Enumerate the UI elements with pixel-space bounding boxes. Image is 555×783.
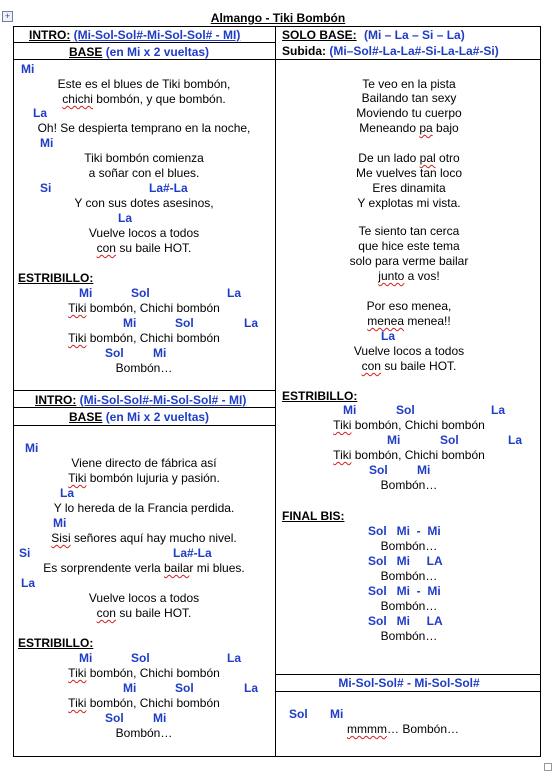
page-title: Almango - Tiki Bombón — [210, 11, 346, 25]
divider — [13, 407, 275, 408]
lyric-line: con su baile HOT. — [96, 606, 192, 620]
chord-label: Si — [40, 181, 52, 195]
divider — [275, 674, 541, 675]
subida-chords: (Mi–Sol#-La-La#-Si-La-La#-Si) — [329, 44, 499, 58]
subida-header — [282, 44, 499, 58]
chord-label: Mi — [21, 62, 35, 76]
lyric-line: Te veo en la pista — [362, 77, 456, 91]
base-label: BASE — [69, 410, 103, 424]
chord-row: Sol Mi LA — [368, 614, 443, 628]
table-middle-divider — [275, 26, 276, 757]
intro-label: INTRO: — [29, 28, 71, 42]
table-bottom-border — [13, 756, 541, 757]
chord-label: La — [244, 316, 259, 330]
lyric-line: Sisi señores aquí hay mucho nivel. — [51, 531, 237, 545]
chord-row: Sol Mi - Mi — [368, 584, 441, 598]
base-detail: (en Mi x 2 vueltas) — [105, 410, 210, 424]
table-resize-handle[interactable] — [544, 763, 552, 771]
solo-base-label: SOLO BASE: — [282, 28, 357, 42]
chord-label: La — [60, 486, 75, 500]
lyric-line: Oh! Se despierta temprano en la noche, — [37, 121, 251, 135]
lyric-line: Vuelve locos a todos — [353, 344, 465, 358]
solo-base-header — [282, 28, 465, 42]
solo-base-chords: (Mi – La – Si – La) — [364, 28, 465, 42]
lyric-line: Vuelve locos a todos — [88, 226, 200, 240]
base-header — [69, 45, 209, 59]
lyric-line: Tiki bombón, Chichi bombón — [333, 418, 485, 432]
outro-header: Mi-Sol-Sol# - Mi-Sol-Sol# — [338, 676, 480, 690]
base-header — [69, 410, 209, 424]
lyric-line: Este es el blues de Tiki bombón, — [57, 77, 231, 91]
chord-label: La#-La — [173, 546, 212, 560]
divider — [275, 59, 541, 60]
chord-label: La — [491, 403, 506, 417]
lyric-line: Vuelve locos a todos — [88, 591, 200, 605]
intro-label: INTRO: — [35, 393, 77, 407]
lyric-line: Te siento tan cerca — [358, 224, 460, 238]
chord-label: La — [508, 433, 523, 447]
divider — [13, 425, 275, 426]
lyric-line: Moviendo tu cuerpo — [356, 106, 462, 120]
chord-label: Sol — [175, 316, 194, 330]
lyric-line: chichi bombón, y que bombón. — [62, 92, 226, 106]
chord-label: Sol — [369, 463, 388, 477]
lyric-line: menea menea!! — [367, 314, 451, 328]
lyric-line: Bombón… — [380, 629, 438, 643]
chord-label: Mi — [79, 286, 93, 300]
chord-label: Mi — [153, 711, 167, 725]
lyric-line: Meneando pa bajo — [359, 121, 459, 135]
lyric-line: mmmm… Bombón… — [347, 722, 460, 736]
chord-label: Mi — [53, 516, 67, 530]
chord-label: Mi — [330, 707, 344, 721]
lyric-line: Tiki bombón, Chichi bombón — [68, 301, 220, 315]
lyric-line: Bombón… — [380, 478, 438, 492]
chord-label: La — [227, 651, 242, 665]
chord-label: La#-La — [149, 181, 188, 195]
divider — [13, 42, 275, 43]
lyric-line: Tiki bombón comienza — [84, 151, 204, 165]
chord-label: Sol — [105, 346, 124, 360]
table-left-border — [13, 26, 14, 757]
chord-label: Mi — [40, 136, 54, 150]
chord-row: Sol Mi - Mi — [368, 524, 441, 538]
chord-label: La — [244, 681, 259, 695]
lyric-line: De un lado pal otro — [358, 151, 460, 165]
chord-label: Mi — [123, 681, 137, 695]
chord-label: Mi — [343, 403, 357, 417]
intro-header — [29, 28, 240, 42]
chord-label: Mi — [25, 441, 39, 455]
lyric-line: Bombón… — [380, 539, 438, 553]
lyric-line: junto a vos! — [378, 269, 440, 283]
lyric-line: Bailando tan sexy — [361, 91, 457, 105]
section-label: ESTRIBILLO: — [282, 389, 358, 403]
lyric-line: Y lo hereda de la Francia perdida. — [53, 501, 235, 515]
chord-label: La — [381, 329, 396, 343]
intro-header — [35, 393, 246, 407]
lyric-line: Bombón… — [380, 569, 438, 583]
subida-label: Subida: — [282, 44, 326, 58]
chord-label: Mi — [153, 346, 167, 360]
intro-chords: (Mi-Sol-Sol#-Mi-Sol-Sol# - MI) — [79, 393, 247, 407]
lyric-line: a soñar con el blues. — [88, 166, 200, 180]
section-label: ESTRIBILLO: — [18, 636, 94, 650]
chord-label: Si — [19, 546, 31, 560]
lyric-line: solo para verme bailar — [349, 254, 469, 268]
lyric-line: Y con sus dotes asesinos, — [74, 196, 214, 210]
divider — [275, 691, 541, 692]
lyric-line: Viene directo de fábrica así — [71, 456, 217, 470]
divider — [13, 59, 275, 60]
lyric-line: Tiki bombón lujuria y pasión. — [68, 471, 220, 485]
base-label: BASE — [69, 45, 103, 59]
lyric-line: Y explotas mi vista. — [357, 196, 461, 210]
table-move-handle-icon[interactable]: + — [2, 11, 13, 22]
chord-label: Mi — [387, 433, 401, 447]
chord-label: La — [33, 106, 48, 120]
lyric-line: Tiki bombón, Chichi bombón — [333, 448, 485, 462]
table-top-border — [13, 26, 541, 27]
chord-label: Sol — [131, 651, 150, 665]
lyric-line: Bombón… — [115, 726, 173, 740]
chord-label: Sol — [105, 711, 124, 725]
lyric-line: Bombón… — [380, 599, 438, 613]
section-label: FINAL BIS: — [282, 509, 345, 523]
chord-label: Sol — [289, 707, 308, 721]
intro-chords: (Mi-Sol-Sol#-Mi-Sol-Sol# - MI) — [73, 28, 241, 42]
chord-label: La — [21, 576, 36, 590]
lyric-line: que hice este tema — [358, 239, 460, 253]
chord-label: Sol — [440, 433, 459, 447]
chord-label: Mi — [123, 316, 137, 330]
chord-label: Mi — [417, 463, 431, 477]
lyric-line: Es sorprendente verla bailar mi blues. — [43, 561, 245, 575]
lyric-line: Tiki bombón, Chichi bombón — [68, 696, 220, 710]
divider — [13, 390, 275, 391]
base-detail: (en Mi x 2 vueltas) — [105, 45, 210, 59]
lyric-line: Eres dinamita — [372, 181, 446, 195]
chord-label: La — [118, 211, 133, 225]
lyric-line: Me vuelves tan loco — [355, 166, 463, 180]
lyric-line: Tiki bombón, Chichi bombón — [68, 666, 220, 680]
lyric-line: con su baile HOT. — [361, 359, 457, 373]
chord-label: Sol — [175, 681, 194, 695]
table-right-border — [540, 26, 541, 757]
lyric-line: Por eso menea, — [366, 299, 452, 313]
chord-label: Sol — [131, 286, 150, 300]
chord-label: Mi — [79, 651, 93, 665]
section-label: ESTRIBILLO: — [18, 271, 94, 285]
chord-label: La — [227, 286, 242, 300]
lyric-line: Tiki bombón, Chichi bombón — [68, 331, 220, 345]
lyric-line: Bombón… — [115, 361, 173, 375]
lyric-line: con su baile HOT. — [96, 241, 192, 255]
chord-label: Sol — [396, 403, 415, 417]
chord-row: Sol Mi LA — [368, 554, 443, 568]
